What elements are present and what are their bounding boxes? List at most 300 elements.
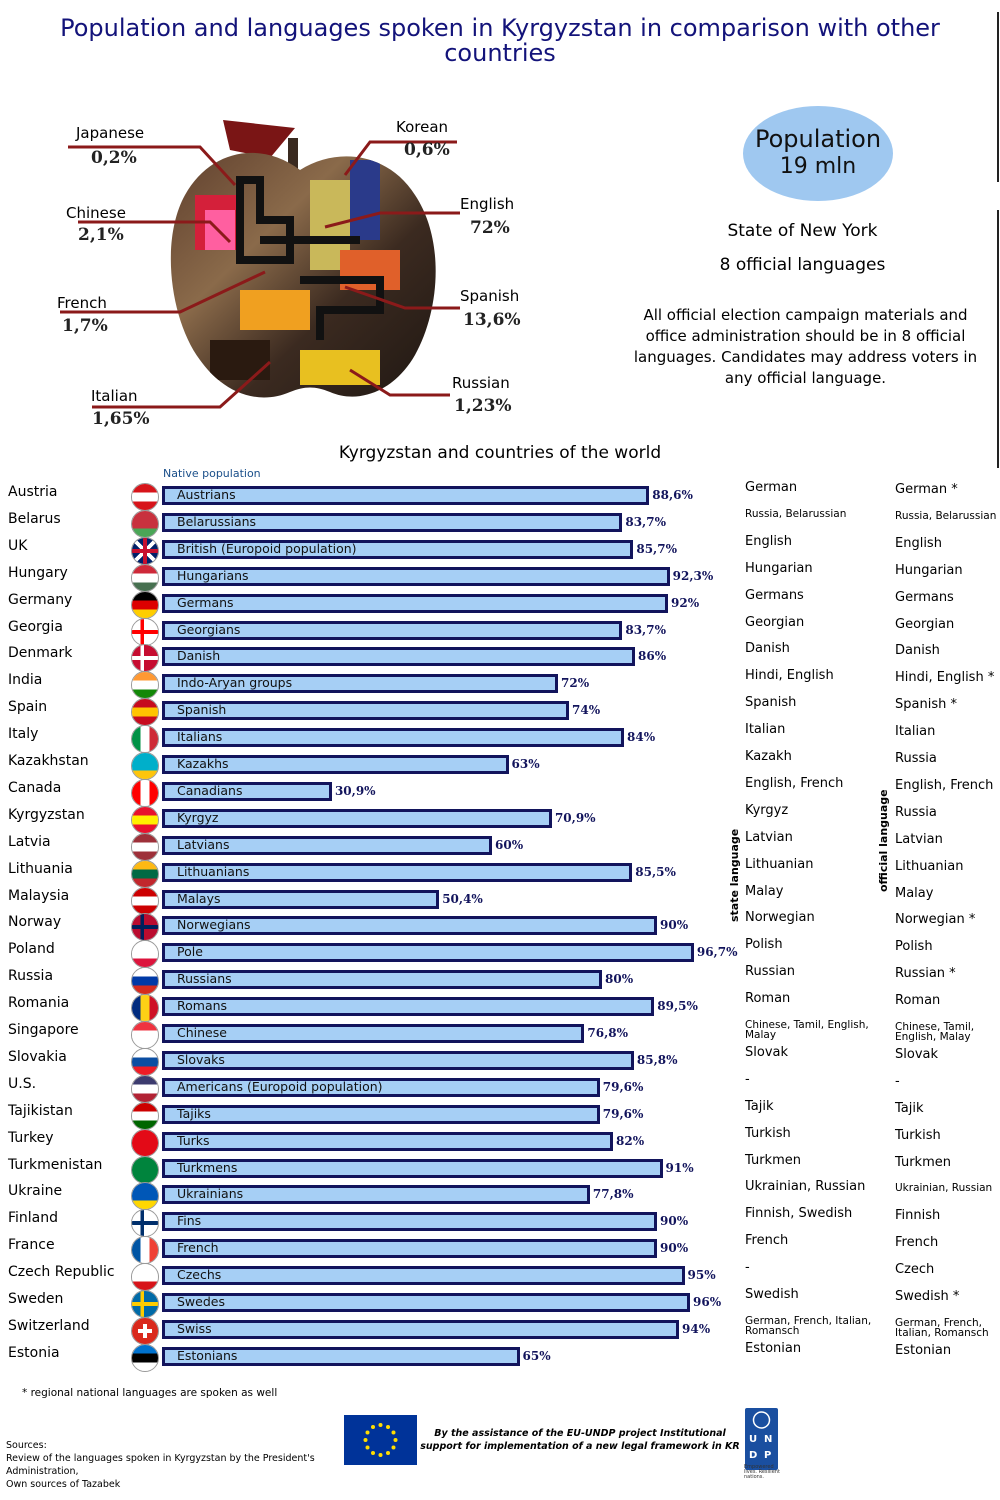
chart-row: [0, 560, 1000, 591]
chart-row: [0, 1021, 1000, 1048]
country-name: U.S.: [8, 1075, 37, 1092]
population-group-label: Belarussians: [177, 513, 257, 529]
official-language: Polish: [895, 939, 933, 955]
state-language: Tajik: [745, 1098, 774, 1114]
country-flag-icon: [131, 833, 159, 861]
native-population-bar: [162, 1132, 613, 1151]
country-name: Canada: [8, 779, 62, 796]
population-group-label: Lithuanians: [177, 863, 250, 879]
official-language: -: [895, 1073, 900, 1089]
chart-row: [0, 829, 1000, 860]
ny-language-name: Korean: [396, 118, 449, 136]
country-flag-icon: [131, 483, 159, 511]
population-group-label: Germans: [177, 594, 234, 610]
country-flag-icon: [131, 1102, 159, 1130]
ny-language-name: Russian: [452, 374, 510, 392]
population-group-label: Tajiks: [177, 1105, 211, 1121]
bar-value-label: 83,7%: [625, 622, 666, 637]
country-flag-icon: [131, 1263, 159, 1291]
bar-value-label: 92%: [671, 595, 700, 610]
country-flag-icon: [131, 887, 159, 915]
country-flag-icon: [131, 967, 159, 995]
official-language: Turkish: [895, 1127, 941, 1143]
native-population-bar: [162, 1185, 590, 1204]
state-language: Italian: [745, 722, 786, 738]
native-population-bar: [162, 943, 694, 962]
state-language: -: [745, 1260, 750, 1276]
population-group-label: Americans (Europoid population): [177, 1078, 383, 1094]
state-language: Germans: [745, 587, 804, 603]
ny-language-percent: 72%: [470, 218, 510, 238]
native-population-bar: [162, 513, 622, 532]
chart-row: [0, 587, 1000, 618]
official-language: French: [895, 1235, 939, 1251]
bar-value-label: 50,4%: [442, 891, 483, 906]
native-population-bar: [162, 916, 657, 935]
ny-language-percent: 2,1%: [78, 225, 124, 245]
state-language: Ukrainian, Russian: [745, 1179, 866, 1195]
official-language: Estonian: [895, 1342, 952, 1358]
chart-section-title: Kyrgyzstan and countries of the world: [338, 443, 662, 463]
country-name: Switzerland: [8, 1317, 90, 1334]
official-language: Germans: [895, 589, 954, 605]
population-group-label: Turks: [177, 1132, 210, 1148]
bar-value-label: 77,8%: [592, 1187, 634, 1202]
state-language: Slovak: [745, 1044, 789, 1060]
country-flag-icon: [131, 537, 159, 565]
native-population-bar: [162, 836, 492, 855]
bar-value-label: 85,8%: [636, 1052, 678, 1067]
country-name: Czech Republic: [8, 1264, 115, 1281]
chart-row: [0, 991, 1000, 1021]
state-language: Spanish: [745, 695, 797, 711]
country-name: Malaysia: [8, 887, 70, 904]
official-language: Latvian: [895, 831, 943, 847]
state-language: German: [745, 480, 798, 495]
country-flag-icon: [131, 860, 159, 888]
bar-value-label: 90%: [660, 918, 689, 933]
population-group-label: Swedes: [177, 1294, 225, 1309]
chart-row: [0, 1260, 1000, 1290]
bar-value-label: 74%: [572, 703, 601, 718]
country-name: France: [8, 1237, 55, 1254]
country-name: Latvia: [8, 833, 51, 850]
official-language: Finnish: [895, 1208, 941, 1224]
svg-text:U: U: [749, 1434, 758, 1445]
ny-language-percent: 0,6%: [404, 140, 450, 160]
bar-value-label: 30,9%: [334, 783, 376, 798]
country-name: India: [8, 672, 43, 689]
country-name: Finland: [8, 1210, 59, 1227]
native-population-bar: [162, 1024, 584, 1043]
undp-logo: [745, 1408, 778, 1470]
chart-row: [0, 964, 1000, 994]
country-name: Norway: [8, 914, 62, 931]
native-population-bar: [162, 540, 633, 559]
official-language: English, French: [895, 777, 994, 793]
country-flag-icon: [131, 671, 159, 699]
official-language: Hungarian: [895, 562, 963, 578]
population-group-label: Turkmens: [177, 1159, 238, 1175]
state-language: Latvian: [745, 829, 793, 845]
chart-row: [0, 1287, 1000, 1317]
population-group-label: Canadians: [177, 782, 243, 798]
native-population-bar: [162, 594, 668, 613]
country-flag-icon: [131, 564, 159, 592]
bar-value-label: 91%: [665, 1160, 694, 1175]
population-group-label: Chinese: [177, 1025, 227, 1040]
bar-value-label: 85,5%: [635, 864, 676, 879]
chart-row: [0, 749, 1000, 779]
population-group-label: Pole: [177, 944, 203, 960]
bar-value-label: 95%: [687, 1268, 716, 1283]
country-name: Romania: [8, 995, 70, 1012]
country-flag-icon: [131, 1209, 159, 1237]
state-language: Turkmen: [745, 1152, 801, 1168]
population-group-label: Hungarians: [177, 567, 249, 583]
official-language-axis-label: official language: [877, 789, 890, 892]
population-group-label: Malays: [177, 890, 221, 906]
population-group-label: Kazakhs: [177, 756, 229, 771]
official-language: Czech: [895, 1262, 935, 1278]
country-name: Georgia: [8, 618, 63, 635]
native-population-bar: [162, 647, 635, 666]
country-flag-icon: [131, 644, 159, 672]
bar-value-label: 79,6%: [602, 1079, 644, 1094]
bar-value-label: 70,9%: [554, 810, 596, 825]
country-flag-icon: [131, 1129, 159, 1157]
state-language: Roman: [745, 991, 791, 1007]
native-population-bar: [162, 1347, 520, 1366]
country-name: Kazakhstan: [8, 753, 89, 769]
state-language: Norwegian: [745, 910, 815, 926]
native-population-bar: [162, 1051, 634, 1070]
chart-row: [0, 1098, 1000, 1129]
state-language: Hindi, English: [745, 668, 834, 684]
country-name: Poland: [8, 941, 55, 958]
official-language: Italian: [895, 724, 936, 740]
bar-value-label: 72%: [561, 676, 590, 691]
bar-value-label: 90%: [660, 1214, 689, 1229]
state-language: Swedish: [745, 1287, 799, 1302]
bar-value-label: 96%: [693, 1295, 722, 1309]
population-group-label: Romans: [177, 998, 228, 1014]
official-language: German *: [895, 482, 958, 497]
official-language: Georgian: [895, 616, 955, 632]
population-group-label: Austrians: [177, 487, 236, 502]
state-language: Kyrgyz: [745, 802, 789, 818]
population-group-label: Estonians: [177, 1347, 238, 1363]
official-language: English: [895, 535, 942, 551]
chart-row: [0, 1314, 1000, 1344]
official-language: Slovak: [895, 1046, 939, 1062]
right-edge-line: [997, 12, 999, 182]
country-flag-icon: [131, 806, 159, 834]
ny-language-percent: 1,7%: [62, 316, 108, 336]
country-flag-icon: [131, 618, 159, 646]
state-language: Danish: [745, 641, 790, 657]
country-flag-icon: [131, 779, 159, 807]
ny-language-name: French: [57, 294, 107, 312]
official-language: Lithuanian: [895, 858, 964, 874]
bar-value-label: 63%: [511, 757, 540, 771]
chart-row: [0, 641, 1000, 671]
country-flag-icon: [131, 913, 159, 941]
country-name: Hungary: [8, 564, 68, 581]
chart-row: [0, 1206, 1000, 1236]
new-york-apple-illustration: [57, 100, 540, 440]
svg-text:N: N: [764, 1434, 773, 1445]
state-language: Finnish, Swedish: [745, 1206, 853, 1222]
country-name: Spain: [8, 699, 48, 716]
assistance-note: By the assistance of the EU-UNDP project Institutional support for implementation of a new legal framework in KR: [420, 1428, 740, 1452]
country-flag-icon: [131, 940, 159, 968]
population-group-label: Georgians: [177, 621, 241, 637]
bar-value-label: 80%: [605, 972, 634, 987]
chart-row: [0, 480, 1000, 510]
population-group-label: Norwegians: [177, 917, 251, 933]
state-language: Russian: [745, 964, 796, 980]
country-name: Turkey: [8, 1129, 54, 1146]
country-flag-icon: [131, 698, 159, 726]
population-group-label: Italians: [177, 729, 223, 745]
population-group-label: Spanish: [177, 702, 227, 718]
ny-language-name: Italian: [91, 387, 138, 405]
official-language-note: All official election campaign materials and office administration should be in 8 official languages. Candidates may address voters in any official language.: [633, 306, 978, 387]
population-group-label: Swiss: [177, 1320, 212, 1336]
country-name: Italy: [8, 726, 39, 743]
ny-language-percent: 13,6%: [463, 310, 521, 330]
bar-value-label: 94%: [682, 1321, 711, 1336]
country-flag-icon: [131, 1021, 159, 1049]
country-flag-icon: [131, 510, 159, 538]
footnote: * regional national languages are spoken as well: [22, 1387, 278, 1399]
country-name: Kyrgyzstan: [8, 806, 85, 823]
population-group-label: Latvians: [177, 836, 230, 852]
page-title: Population and languages spoken in Kyrgyzstan in comparison with other countries: [60, 14, 940, 67]
country-name: Ukraine: [8, 1183, 63, 1200]
official-language: Hindi, English *: [895, 670, 995, 686]
official-language: Russia, Belarussian: [895, 509, 997, 522]
bar-value-label: 85,7%: [636, 541, 677, 556]
native-population-bar: [162, 701, 569, 720]
state-language: Turkish: [745, 1125, 791, 1141]
native-population-bar: [162, 674, 558, 693]
undp-tagline: Empowered lives. Resilient nations.: [744, 1464, 780, 1480]
apple-leaf: [223, 120, 295, 158]
native-population-bar: [162, 890, 439, 909]
country-name: Slovakia: [8, 1048, 67, 1065]
bar-value-label: 90%: [660, 1241, 689, 1256]
country-name: Sweden: [8, 1291, 64, 1307]
state-language: Malay: [745, 883, 784, 899]
population-value: 19 mln: [779, 154, 857, 179]
country-name: Estonia: [8, 1344, 60, 1361]
ny-language-percent: 1,23%: [454, 396, 512, 416]
state-language: Russia, Belarussian: [745, 507, 847, 520]
state-language: English, French: [745, 775, 844, 791]
country-flag-icon: [131, 1156, 159, 1184]
svg-text:D: D: [749, 1450, 758, 1461]
chart-row: [0, 695, 1000, 725]
population-group-label: Kyrgyz: [177, 809, 219, 825]
state-language: Kazakh: [745, 749, 792, 764]
population-group-label: Ukrainians: [177, 1186, 244, 1202]
country-name: Singapore: [8, 1022, 79, 1038]
ny-language-percent: 0,2%: [91, 148, 137, 168]
country-flag-icon: [131, 1182, 159, 1210]
eu-flag-logo: [344, 1415, 417, 1465]
official-language: Swedish *: [895, 1289, 960, 1304]
country-flag-icon: [131, 752, 159, 780]
population-badge: [743, 106, 893, 201]
ny-language-name: Chinese: [66, 204, 126, 222]
state-language: Lithuanian: [745, 856, 814, 872]
bar-value-label: 92,3%: [672, 568, 714, 583]
native-population-bar: [162, 567, 670, 586]
chart-row: [0, 614, 1000, 645]
country-name: Austria: [8, 484, 58, 500]
state-language: Hungarian: [745, 560, 813, 576]
population-label: Population: [754, 125, 882, 153]
native-population-bar: [162, 486, 649, 505]
population-group-label: Czechs: [177, 1267, 222, 1283]
country-name: Turkmenistan: [8, 1156, 103, 1173]
population-group-label: British (Europoid population): [177, 540, 357, 556]
native-population-bar: [162, 1320, 679, 1339]
state-language: Polish: [745, 937, 783, 953]
population-group-label: Danish: [177, 648, 221, 664]
state-language: Georgian: [745, 614, 805, 630]
native-population-bar: [162, 1239, 657, 1258]
population-group-label: French: [177, 1240, 219, 1256]
country-flag-icon: [131, 994, 159, 1022]
native-population-bar: [162, 997, 654, 1016]
state-language: English: [745, 533, 792, 549]
country-flag-icon: [131, 1048, 159, 1076]
country-name: Tajikistan: [8, 1102, 73, 1119]
chart-row: [0, 856, 1000, 887]
state-language: Chinese, Tamil, English, Malay: [745, 1019, 869, 1041]
native-population-bar: [162, 809, 552, 828]
chart-row: [0, 507, 1000, 537]
country-flag-icon: [131, 725, 159, 753]
official-language: Turkmen: [895, 1154, 951, 1170]
country-flag-icon: [131, 1317, 159, 1345]
native-population-bar: [162, 1266, 685, 1285]
country-flag-icon: [131, 1344, 159, 1372]
chart-row: [0, 722, 1000, 752]
state-name: State of New York: [727, 221, 878, 241]
population-group-label: Indo-Aryan groups: [177, 675, 293, 691]
chart-row: [0, 1340, 1000, 1371]
official-language: Chinese, Tamil, English, Malay: [895, 1021, 975, 1043]
state-language: French: [745, 1233, 789, 1249]
population-group-label: Russians: [177, 971, 232, 987]
bar-value-label: 84%: [627, 730, 656, 745]
country-name: UK: [8, 537, 28, 554]
chart-row: [0, 1125, 1000, 1156]
bar-value-label: 96,7%: [696, 945, 738, 960]
state-language: German, French, Italian, Romansch: [745, 1314, 872, 1337]
state-language: -: [745, 1071, 750, 1087]
chart-row: [0, 1044, 1000, 1075]
state-language-axis-label: state language: [728, 828, 741, 922]
official-language: Russian *: [895, 966, 956, 982]
native-population-bar: [162, 1293, 690, 1312]
population-group-label: Slovaks: [177, 1051, 225, 1067]
chart-row: [0, 1071, 1000, 1102]
bar-value-label: 88,6%: [652, 488, 693, 502]
bar-value-label: 89,5%: [657, 999, 698, 1014]
bar-value-label: 86%: [638, 649, 667, 664]
chart-row: [0, 1233, 1000, 1263]
official-language: German, French, Italian, Romansch: [895, 1316, 989, 1339]
chart-row: [0, 937, 1000, 967]
official-language-count: 8 official languages: [719, 255, 886, 275]
bar-value-label: 79,6%: [602, 1106, 644, 1121]
official-language: Norwegian *: [895, 912, 976, 928]
chart-row: [0, 533, 1000, 564]
official-language: Tajik: [895, 1100, 924, 1116]
country-name: Denmark: [8, 645, 73, 662]
population-group-label: Fins: [177, 1213, 202, 1229]
chart-row: [0, 775, 1000, 806]
native-population-bar: [162, 970, 602, 989]
ny-language-name: Japanese: [76, 124, 145, 142]
native-population-bar: [162, 1105, 600, 1124]
native-population-bar: [162, 1159, 663, 1178]
bar-value-label: 76,8%: [587, 1026, 629, 1040]
bar-value-label: 82%: [616, 1133, 645, 1148]
ny-language-percent: 1,65%: [92, 409, 150, 429]
official-language: Russia: [895, 804, 937, 820]
official-language: Malay: [895, 885, 934, 901]
chart-row: [0, 910, 1000, 940]
country-flag-icon: [131, 591, 159, 619]
chart-row: [0, 802, 1000, 833]
country-flag-icon: [131, 1236, 159, 1264]
native-population-bar: [162, 1212, 657, 1231]
official-language: Spanish *: [895, 697, 957, 713]
country-flag-icon: [131, 1075, 159, 1103]
svg-text:P: P: [764, 1450, 772, 1461]
bar-value-label: 60%: [495, 837, 524, 852]
chart-row: [0, 668, 1000, 698]
country-name: Lithuania: [8, 860, 73, 877]
bar-value-label: 83,7%: [625, 514, 666, 529]
official-language: Ukrainian, Russian: [895, 1182, 993, 1195]
ny-language-name: Spanish: [460, 287, 520, 305]
right-edge-line: [997, 210, 999, 468]
native-population-bar: [162, 782, 332, 801]
sources: Sources: Review of the languages spoken in Kyrgyzstan by the President's Administration, Own sources of Tazabek: [6, 1440, 315, 1490]
native-population-header: Native population: [163, 467, 261, 480]
country-name: Germany: [8, 591, 73, 608]
bar-value-label: 65%: [522, 1348, 551, 1363]
native-population-bar: [162, 728, 624, 747]
native-population-bar: [162, 1078, 600, 1097]
country-flag-icon: [131, 1290, 159, 1318]
native-population-bar: [162, 863, 632, 882]
country-name: Russia: [8, 968, 54, 985]
native-population-bar: [162, 755, 509, 774]
country-name: Belarus: [8, 510, 61, 527]
official-language: Roman: [895, 993, 941, 1009]
official-language: Danish: [895, 643, 940, 659]
ny-language-name: English: [460, 195, 515, 213]
state-language: Estonian: [745, 1340, 802, 1356]
